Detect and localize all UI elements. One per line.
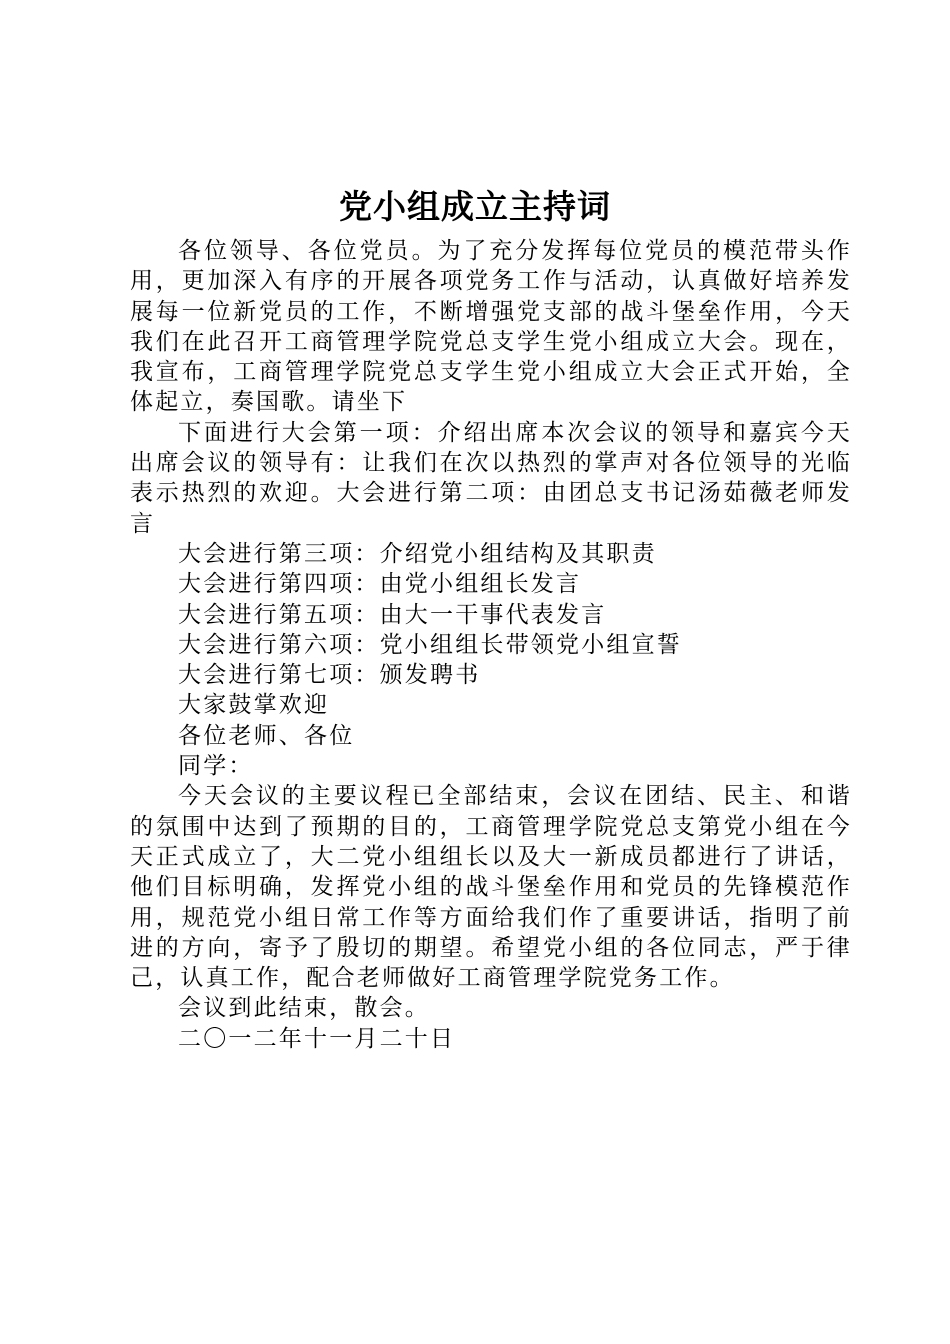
document-date: 二〇一二年十一月二十日 [178,1025,456,1052]
paragraph-agenda-3: 大会进行第三项：介绍党小组结构及其职责 [178,540,657,567]
paragraph-closing-summary: 今天会议的主要议程已全部结束，会议在团结、民主、和谐的氛围中达到了预期的目的，工商管理学院党总支第党小组在今天正式成立了，大二党小组组长以及大一新成员都进行了讲话，他们目标明确，发挥党小组的战斗堡垒作用和党员的先锋模范作用，规范党小组日常工作等方面给我们作了重要讲话，指明了前进的方向，寄予了殷切的期望。希望党小组的各位同志，严于律己，认真工作，配合老师做好工商管理学院党务工作。 [130,783,852,992]
paragraph-agenda-7: 大会进行第七项：颁发聘书 [178,662,481,689]
paragraph-applause: 大家鼓掌欢迎 [178,692,330,719]
document-title: 党小组成立主持词 [339,187,611,226]
paragraph-agenda-6: 大会进行第六项：党小组组长带领党小组宣誓 [178,631,682,658]
paragraph-opening: 各位领导、各位党员。为了充分发挥每位党员的模范带头作用，更加深入有序的开展各项党务工作与活动，认真做好培养发展每一位新党员的工作，不断增强党支部的战斗堡垒作用，今天我们在此召开工商管理学院党总支学生党小组成立大会。现在，我宣布，工商管理学院党总支学生党小组成立大会正式开始，全体起立，奏国歌。请坐下 [130,238,852,416]
paragraph-address-teachers: 各位老师、各位 [178,722,355,749]
paragraph-address-students: 同学： [178,753,254,780]
paragraph-adjourn: 会议到此结束，散会。 [178,995,430,1022]
paragraph-agenda-5: 大会进行第五项：由大一干事代表发言 [178,601,607,628]
paragraph-agenda-1-2: 下面进行大会第一项：介绍出席本次会议的领导和嘉宾今天出席会议的领导有：让我们在次以热烈的掌声对各位领导的光临表示热烈的欢迎。大会进行第二项：由团总支书记汤茹薇老师发言 [130,419,852,537]
document-body [130,236,852,1054]
paragraph-agenda-4: 大会进行第四项：由党小组组长发言 [178,571,582,598]
